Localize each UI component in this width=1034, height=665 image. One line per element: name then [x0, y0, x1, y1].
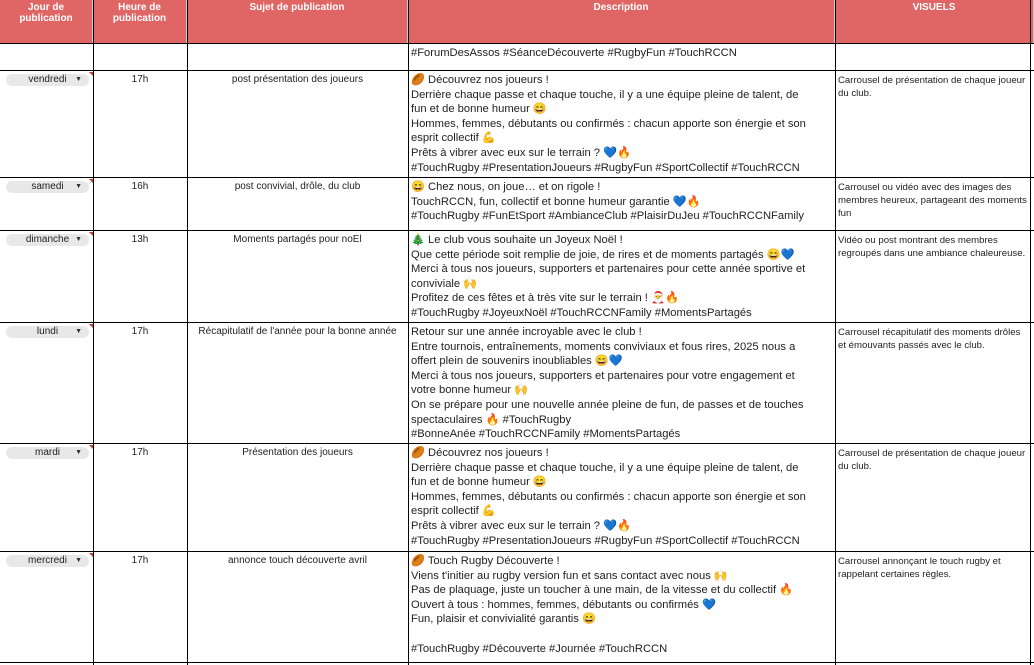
jour-cell[interactable]	[0, 552, 93, 662]
sujet-cell[interactable]: post convivial, drôle, du club	[234, 181, 361, 192]
description-line: Que cette période soit remplie de joie, de rires et de moments partagés 😄💙	[411, 248, 795, 261]
description-cell[interactable]	[408, 71, 835, 177]
visuels-cell[interactable]: Carrousel de présentation de chaque joueur du club.	[838, 75, 1026, 99]
visuels-cell[interactable]: Carrousel de présentation de chaque joueur du club.	[838, 448, 1026, 472]
visuels-cell[interactable]: Carrousel récapitulatif des moments drôles et émouvants passés avec le club.	[838, 327, 1021, 351]
heure-cell[interactable]: 17h	[131, 326, 149, 337]
heure-cell[interactable]: 16h	[131, 181, 149, 192]
sujet-cell[interactable]: annonce touch découverte avril	[228, 555, 367, 566]
jour-dropdown[interactable]	[6, 74, 89, 86]
description-line: #TouchRugby #Découverte #Journée #TouchRCCN	[411, 642, 668, 655]
jour-dropdown[interactable]	[6, 326, 89, 338]
description-line: 🏉 Touch Rugby Découverte !	[411, 555, 560, 567]
description-line: fun et de bonne humeur 😄	[411, 476, 547, 489]
jour-cell[interactable]	[0, 178, 93, 230]
grid-line	[0, 177, 1034, 178]
grid-line	[0, 662, 1034, 663]
description-line: Hommes, femmes, débutants ou confirmés : chacun apporte son énergie et son	[411, 490, 806, 503]
description-line: Merci à tous nos joueurs, supporters et partenaires pour cette année sportive et	[411, 263, 806, 276]
description-line: offert plein de souvenirs inoubliables 😄💙	[411, 355, 623, 368]
description-cell[interactable]	[408, 552, 835, 662]
description-line: esprit collectif 💪	[411, 132, 496, 145]
description-line: #TouchRugby #PresentationJoueurs #RugbyFun #SportCollectif #TouchRCCN	[411, 161, 800, 174]
description-line: TouchRCCN, fun, collectif et bonne humeur garantie 💙🔥	[411, 195, 701, 208]
description-line: Profitez de ces fêtes et à très vite sur le terrain ! 🎅🔥	[411, 292, 679, 305]
sujet-cell[interactable]: Moments partagés pour noEl	[233, 234, 362, 245]
jour-dropdown-value: lundi	[36, 326, 59, 337]
jour-cell[interactable]	[0, 323, 93, 443]
description-line	[411, 627, 832, 642]
description-cell[interactable]	[408, 231, 835, 322]
jour-cell[interactable]	[0, 71, 93, 177]
grid-line	[187, 0, 188, 665]
jour-dropdown-value: samedi	[31, 181, 64, 192]
description-line: Derrière chaque passe et chaque touche, il y a une équipe pleine de talent, de	[411, 88, 799, 101]
chevron-down-icon[interactable]: ▼	[75, 557, 82, 564]
description-line: Ouvert à tous : hommes, femmes, débutants ou confirmés 💙	[411, 598, 716, 611]
grid-line	[1030, 0, 1031, 665]
heure-cell[interactable]: 17h	[131, 447, 149, 458]
grid-line	[0, 551, 1034, 552]
header-visuels[interactable]: VISUELS	[835, 0, 1034, 43]
header-heure[interactable]: Heure de publication	[93, 0, 187, 43]
visuels-cell[interactable]: Carrousel ou vidéo avec des images des membres heureux, partageant des moments fun	[838, 182, 1027, 219]
header-description[interactable]: Description	[408, 0, 835, 43]
description-line: #TouchRugby #JoyeuxNoël #TouchRCCNFamily #MomentsPartagés	[411, 306, 752, 319]
jour-dropdown[interactable]	[6, 234, 89, 246]
chevron-down-icon[interactable]: ▼	[75, 328, 82, 335]
jour-dropdown-value: mercredi	[28, 555, 67, 566]
description-line: Prêts à vibrer avec eux sur le terrain ? 💙🔥	[411, 146, 631, 159]
heure-cell[interactable]: 17h	[131, 555, 149, 566]
sujet-cell[interactable]: Présentation des joueurs	[242, 447, 353, 458]
description-line: 🎄 Le club vous souhaite un Joyeux Noël !	[411, 234, 623, 246]
chevron-down-icon[interactable]: ▼	[75, 76, 82, 83]
description-line: Pas de plaquage, juste un toucher à une main, de la vitesse et du collectif 🔥	[411, 584, 794, 597]
description-line: Retour sur une année incroyable avec le club !	[411, 326, 642, 338]
grid-line	[408, 0, 409, 665]
chevron-down-icon[interactable]: ▼	[75, 236, 82, 243]
jour-dropdown[interactable]	[6, 447, 89, 459]
sujet-cell[interactable]: post présentation des joueurs	[231, 74, 364, 85]
description-line: Fun, plaisir et convivialité garantis 😄	[411, 613, 596, 626]
chevron-down-icon[interactable]: ▼	[75, 183, 82, 190]
grid-line	[835, 0, 836, 665]
description-line: conviviale 🙌	[411, 277, 478, 290]
grid-line	[0, 70, 1034, 71]
grid-line	[0, 322, 1034, 323]
description-line: #BonneAnée #TouchRCCNFamily #MomentsPartagés	[411, 428, 681, 441]
description-line: #ForumDesAssos #SéanceDécouverte #RugbyFun #TouchRCCN	[411, 47, 737, 59]
grid-line	[93, 0, 94, 665]
description-line: Prêts à vibrer avec eux sur le terrain ? 💙🔥	[411, 519, 631, 532]
grid-line	[0, 230, 1034, 231]
jour-cell[interactable]	[0, 444, 93, 551]
jour-dropdown-value: mardi	[34, 447, 60, 458]
grid-line	[0, 43, 1034, 44]
visuels-cell[interactable]: Carrousel annonçant le touch rugby et rappelant certaines règles.	[838, 556, 1001, 580]
jour-dropdown[interactable]	[6, 181, 89, 193]
description-line: Viens t'initier au rugby version fun et sans contact avec nous 🙌	[411, 569, 728, 582]
description-line: fun et de bonne humeur 😄	[411, 103, 547, 116]
description-line: #TouchRugby #FunEtSport #AmbianceClub #PlaisirDuJeu #TouchRCCNFamily	[411, 210, 804, 223]
jour-dropdown-value: vendredi	[28, 74, 67, 85]
description-line: Entre tournois, entraînements, moments conviviaux et fous rires, 2025 nous a	[411, 340, 796, 353]
description-line: spectaculaires 🔥 #TouchRugby	[411, 413, 572, 426]
grid-line	[0, 443, 1034, 444]
heure-cell[interactable]: 17h	[131, 74, 149, 85]
description-line: #TouchRugby #PresentationJoueurs #RugbyFun #SportCollectif #TouchRCCN	[411, 534, 800, 547]
sujet-cell[interactable]: Récapitulatif de l'année pour la bonne année	[198, 326, 397, 337]
row0-description[interactable]	[408, 44, 835, 70]
description-line: 🏉 Découvrez nos joueurs !	[411, 447, 549, 459]
header-sujet[interactable]: Sujet de publication	[187, 0, 408, 43]
description-line: 🏉 Découvrez nos joueurs !	[411, 74, 549, 86]
description-cell[interactable]	[408, 178, 835, 230]
jour-dropdown-value: dimanche	[25, 234, 70, 245]
jour-dropdown[interactable]	[6, 555, 89, 567]
description-line: 😄 Chez nous, on joue… et on rigole !	[411, 181, 601, 193]
description-line: Hommes, femmes, débutants ou confirmés : chacun apporte son énergie et son	[411, 117, 806, 130]
description-line: Merci à tous nos joueurs, supporters et partenaires pour votre engagement et	[411, 369, 795, 382]
description-line: esprit collectif 💪	[411, 505, 496, 518]
description-cell[interactable]	[408, 323, 835, 443]
heure-cell[interactable]: 13h	[131, 234, 149, 245]
header-jour[interactable]: Jour de publication	[0, 0, 93, 43]
description-line: votre bonne humeur 🙌	[411, 384, 529, 397]
jour-cell[interactable]	[0, 231, 93, 322]
description-cell[interactable]	[408, 444, 835, 551]
visuels-cell[interactable]: Vidéo ou post montrant des membres regroupés dans une ambiance chaleureuse.	[838, 235, 1026, 259]
chevron-down-icon[interactable]: ▼	[75, 449, 82, 456]
description-line: Derrière chaque passe et chaque touche, il y a une équipe pleine de talent, de	[411, 461, 799, 474]
description-line: On se prépare pour une nouvelle année pleine de fun, de passes et de touches	[411, 398, 804, 411]
